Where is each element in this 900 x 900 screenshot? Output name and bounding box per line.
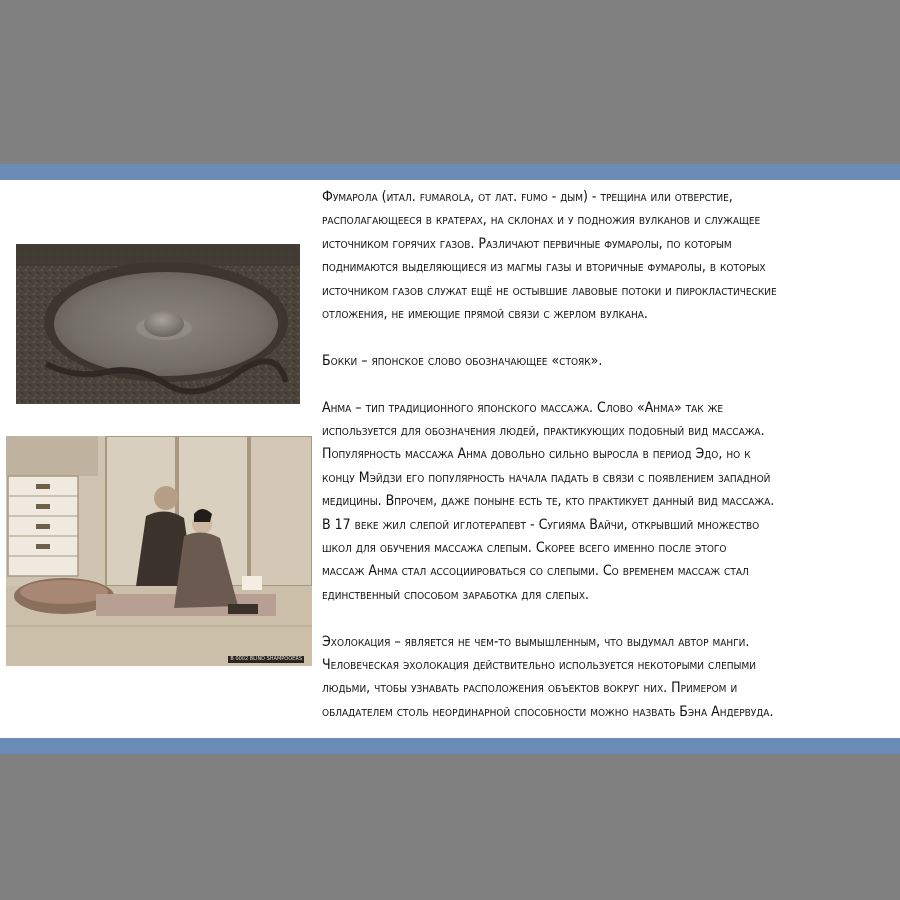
fumarole-paragraph: Фумарола (итал. fumarola, от лат. fumo - дым) - трещина или отверстие, располагающееся в кратерах, на склонах и у подножия вулканов и служащее источником горячих газов. Различают первичные фумаролы, по которым поднимаются выделяющиеся из магмы газы и вторичные фумаролы, в которых источником газов служат ещё не остывшие лавовые потоки и пирокластические отложения, не имеющие прямой связи с жерлом вулкана. — [322, 189, 777, 323]
anma-massage-photo — [6, 436, 312, 666]
bokki-paragraph: Бокки – японское слово обозначающее «стояк». — [322, 352, 603, 369]
article-text — [322, 186, 882, 724]
fumarole-photo — [16, 244, 300, 404]
content-panel — [0, 180, 900, 738]
anma-paragraph: Анма – тип традиционного японского массажа. Слово «Анма» так же используется для обозначения людей, практикующих подобный вид массажа. Популярность массажа Анма довольно сильно выросла в период Эдо, но к концу Мэйдзи его популярность начала падать в связи с появлением западной медицины. Впрочем, даже поныне есть те, кто практикует данный вид массажа. В 17 веке жил слепой иглотерапевт - Сугияма Вайчи, открывший множество школ для обучения массажа слепым. Скорее всего именно после этого массаж Анма стал ассоциироваться со слепыми. Со временем массаж стал единственный способом заработка для слепых. — [322, 399, 775, 603]
bottom-blue-band — [0, 738, 900, 754]
photo-caption: B 0002 BLIND SHAMPOOERS — [230, 656, 302, 662]
top-blue-band — [0, 164, 900, 180]
echolocation-paragraph: Эхолокация – является не чем-то вымышленным, что выдумал автор манги. Человеческая эхолокация действительно используется некоторыми слепыми людьми, чтобы узнавать расположения объектов вокруг них. Примером и обладателем столь неординарной способности можно назвать Бэна Андервуда. — [322, 633, 774, 720]
